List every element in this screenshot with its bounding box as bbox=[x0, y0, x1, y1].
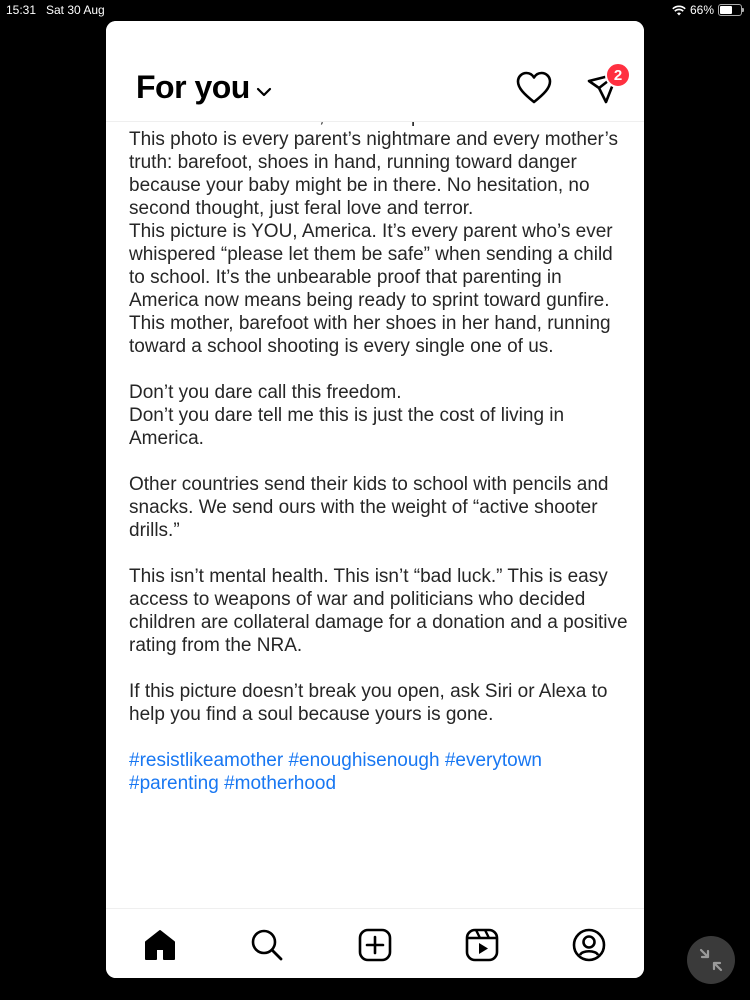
app-panel bbox=[106, 21, 644, 978]
battery-fill bbox=[720, 6, 732, 14]
caption-paragraph: Don’t you dare tell me this is just the cost of living in America. bbox=[129, 405, 565, 449]
caption-paragraph: This picture is YOU, America. It’s every parent who’s ever whispered “please let them be safe” when sending a child to school. It’s the unbearable proof that parenting in America now means being ready to sprint toward gunfire. bbox=[129, 221, 613, 311]
heart-icon[interactable] bbox=[516, 71, 552, 105]
hashtag-list bbox=[129, 749, 629, 795]
status-time: 15:31 bbox=[6, 3, 37, 17]
bottom-nav bbox=[106, 908, 644, 978]
page-title: For you bbox=[136, 69, 250, 105]
status-bar bbox=[0, 0, 750, 20]
hashtag-link[interactable]: #everytown bbox=[444, 750, 542, 771]
home-icon[interactable] bbox=[142, 927, 178, 963]
caption-spacer bbox=[129, 450, 629, 473]
chevron-down-icon bbox=[256, 87, 272, 97]
status-right bbox=[672, 3, 742, 17]
hashtag-link[interactable]: #resistlikeamother bbox=[129, 750, 284, 771]
profile-icon[interactable] bbox=[571, 927, 607, 963]
top-bar bbox=[106, 21, 644, 122]
minimize-window-button[interactable] bbox=[687, 936, 735, 984]
caption-paragraph: This mother, barefoot with her shoes in her hand, running toward a school shooting is every single one of us. bbox=[129, 313, 611, 357]
caption-spacer bbox=[129, 542, 629, 565]
caption-paragraph: This photo is every parent’s nightmare and every mother’s truth: barefoot, shoes in hand, running toward danger because your baby might be in there. No hesitation, no second thought, just feral love and terror. bbox=[129, 129, 618, 219]
post-caption bbox=[129, 105, 629, 795]
hashtag-link[interactable]: #enoughisenough bbox=[288, 750, 440, 771]
status-date: Sat 30 Aug bbox=[46, 3, 105, 17]
caption-paragraph: If this picture doesn’t break you open, ask Siri or Alexa to help you find a soul because yours is gone. bbox=[129, 681, 608, 725]
battery-percent: 66% bbox=[689, 3, 714, 17]
wifi-icon bbox=[672, 5, 686, 16]
hashtag-link[interactable]: #motherhood bbox=[224, 773, 337, 794]
battery-icon bbox=[718, 4, 742, 16]
caption-spacer bbox=[129, 726, 629, 749]
caption-paragraph: Don’t you dare call this freedom. bbox=[129, 382, 402, 403]
caption-paragraph: This isn’t mental health. This isn’t “bad luck.” This is easy access to weapons of war and politicians who decided children are collateral damage for a donation and a positive rating from the NRA. bbox=[129, 566, 628, 656]
reels-icon[interactable] bbox=[464, 927, 500, 963]
caption-spacer bbox=[129, 358, 629, 381]
search-icon[interactable] bbox=[249, 927, 285, 963]
caption-spacer bbox=[129, 657, 629, 680]
feed-selector[interactable] bbox=[136, 69, 272, 106]
hashtag-link[interactable]: #parenting bbox=[129, 773, 219, 794]
create-post-icon[interactable] bbox=[357, 927, 393, 963]
caption-body bbox=[129, 128, 629, 749]
caption-paragraph: Other countries send their kids to school with pencils and snacks. We send ours with the weight of “active shooter drills.” bbox=[129, 474, 609, 541]
notification-badge: 2 bbox=[605, 62, 631, 88]
collapse-icon bbox=[698, 947, 724, 973]
